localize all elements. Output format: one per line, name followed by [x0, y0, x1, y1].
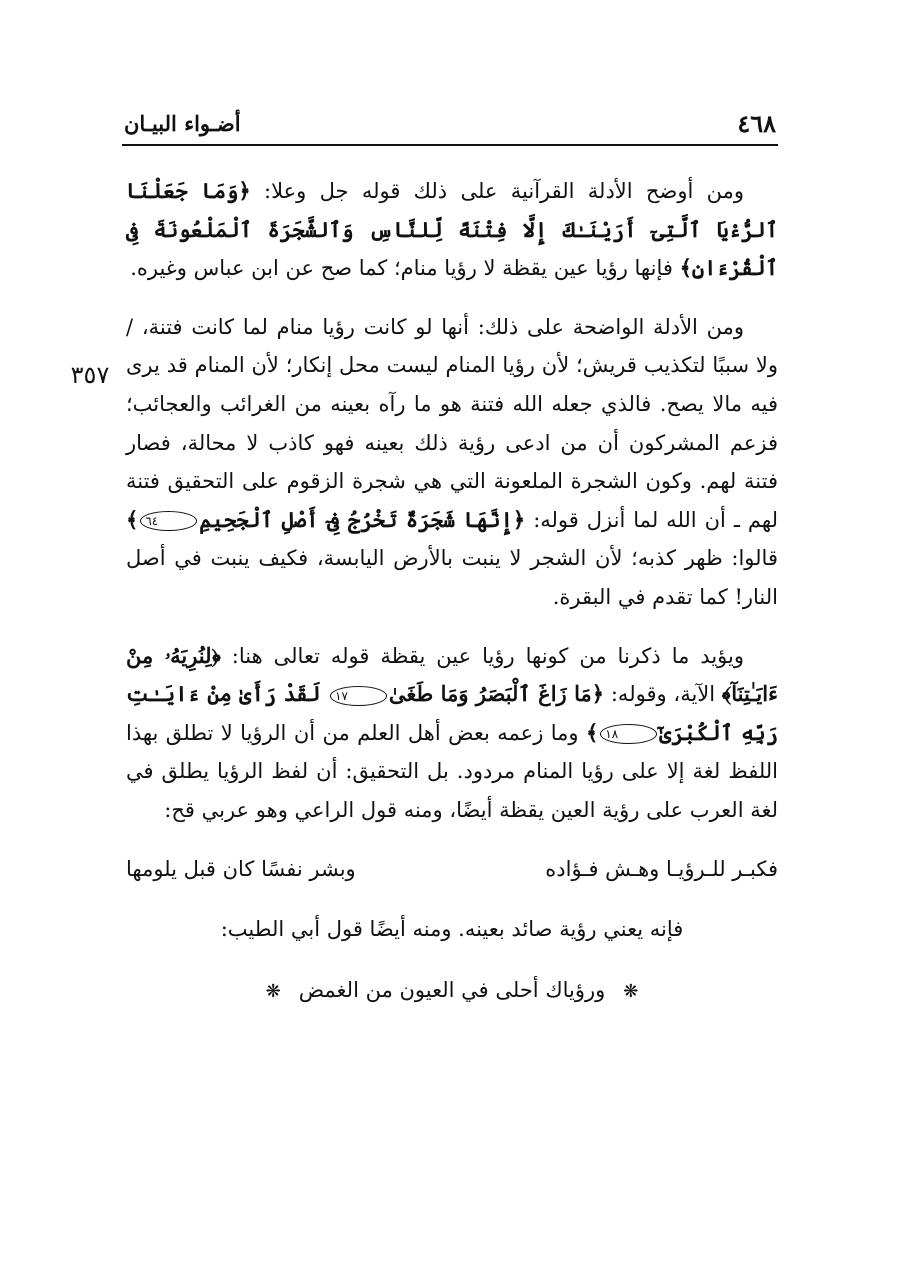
- verse-number: ٦٤: [140, 511, 197, 531]
- page-number: ٤٦٨: [737, 109, 776, 138]
- quran-verse: ﴿لِنُرِيَهُۥ مِنْ ءَايَـٰتِنَآ﴾: [126, 642, 778, 707]
- paragraph-4: فإنه يعني رؤية صائد بعينه. ومنه أيضًا قول أبي الطيب:: [220, 917, 684, 942]
- verse-number: ١٧: [330, 686, 387, 706]
- quran-verse: ﴿وَمَا جَعَلْنَا ٱلرُّءْيَا ٱلَّتِىٓ أَرَيْنَـٰكَ إِلَّا فِتْنَةً لِّلنَّاسِ وَٱلشَّجَرَةَ ٱلْمَلْعُونَةَ فِى ٱلْقُرْءَانِ﴾: [126, 178, 778, 281]
- paragraph-1-text-b: فإنها رؤيا عين يقظة لا رؤيا منام؛ كما صح عن ابن عباس وغيره.: [130, 256, 680, 281]
- poem-first-hemistich: فكبـر للـرؤيـا وهـش فـؤاده: [545, 856, 778, 881]
- paragraph-2-text-b: قالوا: ظهر كذبه؛ لأن الشجر لا ينبت بالأرض اليابسة، فكيف ينبت في أصل النار! كما تقدم في البقرة.: [126, 546, 778, 609]
- paragraph-3-text-c: وما زعمه بعض أهل العلم من أن الرؤيا لا تطلق بهذا اللفظ لغة إلا على رؤيا المنام مردود. بل التحقيق: أن لفظ الرؤيا يطلق في لغة العرب على رؤية العين يقظة أيضًا، ومنه قول الراعي وهو عربي قح:: [126, 720, 778, 822]
- poem-verse-line: [126, 971, 778, 1012]
- poem-line: [126, 850, 778, 889]
- page-header: [122, 108, 778, 146]
- quran-verse: [126, 507, 525, 532]
- paragraph-2: [126, 308, 778, 617]
- quran-verse-text: ﴿إِنَّهَا شَجَرَةٌ تَخْرُجُ فِىٓ أَصْلِ ٱلْجَحِيمِ: [199, 506, 526, 532]
- poem-verse-text: ورؤياك أحلى في العيون من الغمض: [298, 977, 606, 1002]
- original-page-marker: ٣٥٧: [70, 361, 110, 389]
- quran-verse-end: ﴾: [585, 719, 599, 745]
- book-title: أضـواء البيـان: [124, 111, 241, 136]
- paragraph-3-text-a: ويؤيد ما ذكرنا من كونها رؤيا عين يقظة قوله تعالى هنا:: [220, 643, 745, 668]
- verse-number: ١٨: [600, 724, 657, 744]
- body-text: [126, 172, 778, 1033]
- quran-verse-text: لَقَدْ رَأَىٰ مِنْ ءَايَـٰتِ رَبِّهِ ٱلْكُبْرَىٰٓ: [126, 681, 778, 745]
- paragraph-1: [126, 172, 778, 288]
- paragraph-3: [126, 637, 778, 830]
- paragraph-2-text-a: ومن الأدلة الواضحة على ذلك: أنها لو كانت رؤيا منام لما كانت فتنة، / ولا سببًا لتكذيب قريش؛ لأن رؤيا المنام ليست محل إنكار؛ لأن المنام قد يرى فيه مالا يصح. فالذي جعله الله فتنة هو ما رآه بعينه من الغرائب والعجائب؛ فزعم المشركون أن من ادعى رؤية ذلك بعينه فهو كاذب لا محالة، فصار فتنة لهم. وكون الشجرة الملعونة التي هي شجرة الزقوم على التحقيق فتنة لهم ـ أن الله لما أنزل قوله:: [126, 314, 778, 532]
- paragraph-1-text-a: ومن أوضح الأدلة القرآنية على ذلك قوله جل وعلا:: [250, 179, 744, 203]
- star-ornament-icon: ❋: [265, 980, 281, 1002]
- poem-second-hemistich: وبشر نفسًا كان قبل يلومها: [126, 856, 356, 881]
- quran-verse-text: ﴿مَا زَاغَ ٱلْبَصَرُ وَمَا طَغَىٰ: [388, 681, 605, 707]
- paragraph-3-text-b: الآية، وقوله:: [604, 682, 722, 707]
- star-ornament-icon: ❋: [623, 980, 639, 1002]
- quran-verse-end: ﴾: [126, 506, 139, 532]
